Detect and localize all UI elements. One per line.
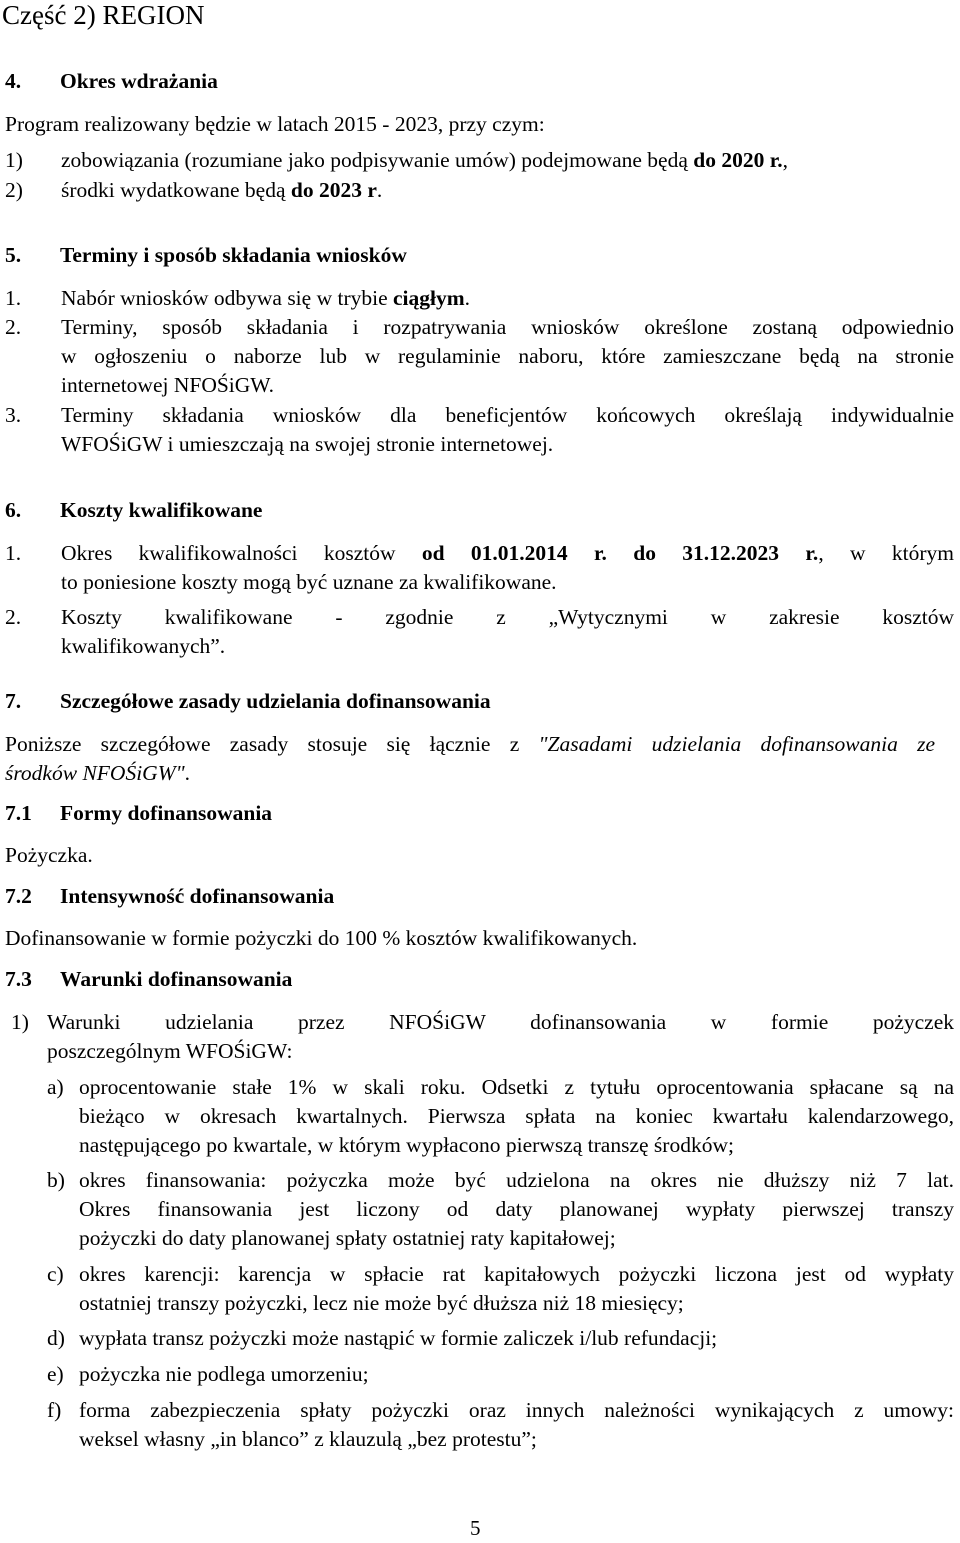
section-7-1-heading xyxy=(5,800,273,826)
sub-item-label: b) xyxy=(47,1168,65,1192)
list-number: 2. xyxy=(5,315,22,339)
text: , w którym xyxy=(818,541,954,565)
sub-item-line: pożyczka nie podlega umorzeniu; xyxy=(79,1362,369,1386)
list-number: 1. xyxy=(5,286,22,310)
list-line: Warunki udzielania przez NFOŚiGW dofinansowania w formie pożyczek xyxy=(47,1010,954,1034)
sub-item-line: ostatniej transzy pożyczki, lecz nie może być dłuższa niż 18 miesięcy; xyxy=(79,1291,684,1315)
text: , xyxy=(782,148,789,172)
text: zobowiązania (rozumiane jako podpisywanie umów) podejmowane będą xyxy=(61,148,694,172)
section-7-heading xyxy=(5,688,491,714)
list-number: 1) xyxy=(5,148,23,172)
section-number: 7.2 xyxy=(5,884,32,908)
list-item xyxy=(5,147,789,173)
sub-item-line: wypłata transz pożyczki może nastąpić w formie zaliczek i/lub refundacji; xyxy=(79,1326,718,1350)
text: Nabór wniosków odbywa się w trybie xyxy=(61,286,394,310)
text: . xyxy=(376,178,383,202)
text: środki wydatkowane będą xyxy=(61,178,291,202)
list-number: 3. xyxy=(5,403,22,427)
section-number: 7.1 xyxy=(5,801,32,825)
paragraph-line xyxy=(5,731,935,757)
list-line: Terminy, sposób składania i rozpatrywania wniosków określone zostaną odpowiednio xyxy=(61,315,954,339)
bold-text: do 2020 r. xyxy=(693,148,783,172)
section-number: 7.3 xyxy=(5,967,32,991)
section-title: Okres wdrażania xyxy=(60,69,218,93)
list-number: 2) xyxy=(5,178,23,202)
sub-item-line: pożyczki do daty planowanej spłaty ostatniej raty kapitałowej; xyxy=(79,1226,616,1250)
section-number: 4. xyxy=(5,69,22,93)
list-text xyxy=(61,177,382,203)
text: Okres kwalifikowalności kosztów xyxy=(61,541,422,565)
sub-item-line: okres finansowania: pożyczka może być udzielona na okres nie dłuższy niż 7 lat. xyxy=(79,1168,954,1192)
list-line: poszczególnym WFOŚiGW: xyxy=(47,1039,293,1063)
section-5-heading xyxy=(5,242,407,268)
sub-item-label: e) xyxy=(47,1362,64,1386)
sub-item-line: następującego po kwartale, w którym wypłacono pierwszą transzę środków; xyxy=(79,1133,734,1157)
sub-item-line: bieżąco w okresach kwartalnych. Pierwsza spłata na koniec kwartału kalendarzowego, xyxy=(79,1104,954,1128)
list-line: kwalifikowanych”. xyxy=(61,634,226,658)
list-line: to poniesione koszty mogą być uznane za kwalifikowane. xyxy=(61,570,557,594)
list-line: internetowej NFOŚiGW. xyxy=(61,373,274,397)
bold-text: od 01.01.2014 r. do 31.12.2023 r. xyxy=(421,541,819,565)
sub-item-line: forma zabezpieczenia spłaty pożyczki oraz innych należności wynikających z umowy: xyxy=(79,1398,954,1422)
sub-item-label: a) xyxy=(47,1075,64,1099)
bold-text: ciągłym xyxy=(393,286,465,310)
section-number: 7. xyxy=(5,689,22,713)
section-4-heading xyxy=(5,68,218,94)
section-title: Szczegółowe zasady udzielania dofinansowania xyxy=(60,689,491,713)
page-number: 5 xyxy=(470,1516,481,1540)
list-number: 1. xyxy=(5,541,22,565)
paragraph: Pożyczka. xyxy=(5,843,93,867)
section-title: Formy dofinansowania xyxy=(60,801,273,825)
sub-item-label: c) xyxy=(47,1262,64,1286)
list-line: Koszty kwalifikowane - zgodnie z „Wytycznymi w zakresie kosztów xyxy=(61,605,954,629)
list-line xyxy=(61,540,954,566)
sub-item-line: okres karencji: karencja w spłacie rat kapitałowych pożyczki liczona jest od wypłaty xyxy=(79,1262,954,1286)
section-title: Terminy i sposób składania wniosków xyxy=(60,243,407,267)
paragraph-line xyxy=(5,760,190,786)
section-7-2-heading xyxy=(5,883,335,909)
section-title: Intensywność dofinansowania xyxy=(60,884,335,908)
paragraph: Program realizowany będzie w latach 2015 - 2023, przy czym: xyxy=(5,112,545,136)
list-line: w ogłoszeniu o naborze lub w regulaminie naboru, które zamieszczane będą na stronie xyxy=(61,344,954,368)
text: . xyxy=(184,761,191,785)
section-number: 6. xyxy=(5,498,22,522)
section-title: Warunki dofinansowania xyxy=(60,967,293,991)
paragraph: Dofinansowanie w formie pożyczki do 100 % kosztów kwalifikowanych. xyxy=(5,926,638,950)
text: . xyxy=(464,286,471,310)
italic-text: środków NFOŚiGW" xyxy=(5,761,185,785)
section-7-3-heading xyxy=(5,966,293,992)
list-number: 2. xyxy=(5,605,22,629)
section-number: 5. xyxy=(5,243,22,267)
list-text xyxy=(61,147,788,173)
sub-item-label: d) xyxy=(47,1326,65,1350)
list-line: WFOŚiGW i umieszczają na swojej stronie internetowej. xyxy=(61,432,554,456)
sub-item-label: f) xyxy=(47,1398,62,1422)
italic-text: "Zasadami udzielania dofinansowania ze xyxy=(538,732,935,756)
list-item xyxy=(5,177,383,203)
page-title: Część 2) REGION xyxy=(2,0,205,30)
list-item xyxy=(5,285,471,311)
sub-item-line: oprocentowanie stałe 1% w skali roku. Odsetki z tytułu oprocentowania spłacane są na xyxy=(79,1075,954,1099)
bold-text: do 2023 r xyxy=(290,178,377,202)
text: Poniższe szczegółowe zasady stosuje się łącznie z xyxy=(5,732,539,756)
sub-item-line: Okres finansowania jest liczony od daty planowanej wypłaty pierwszej transzy xyxy=(79,1197,954,1221)
sub-item-line: weksel własny „in blanco” z klauzulą „bez protestu”; xyxy=(79,1427,537,1451)
list-text xyxy=(61,285,470,311)
list-number: 1) xyxy=(11,1010,29,1034)
section-title: Koszty kwalifikowane xyxy=(60,498,263,522)
section-6-heading xyxy=(5,497,263,523)
list-line: Terminy składania wniosków dla beneficjentów końcowych określają indywidualnie xyxy=(61,403,954,427)
